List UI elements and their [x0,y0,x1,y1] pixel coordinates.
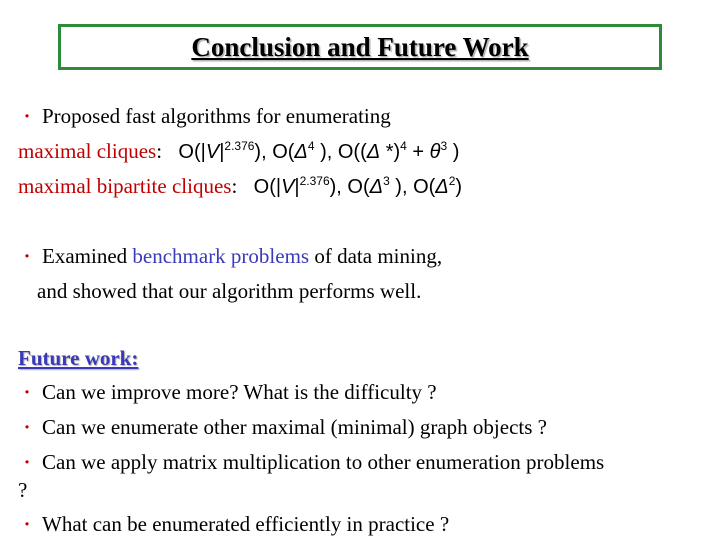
future-item [18,449,604,476]
cliques-colon: : [156,139,163,163]
bipartite-complexity: $O(|V|^{2.376})$, $O(\Delta^3$ ), $O(\Delta^2)$ [242,174,463,198]
future-item-wrap [18,477,27,503]
cliques-label: maximal cliques [18,139,157,163]
page-title: Conclusion and Future Work [191,31,529,62]
cliques-complexity: $O(|V|^{2.376})$, $O(\Delta^4$ ), O((Δ $*)^4 + \theta^3$ ) [167,139,460,163]
examined-line [18,243,442,270]
bullet-marker: ・ [18,107,36,127]
examined-line-2 [37,278,421,304]
future-item [18,511,449,538]
future-item-text: Can we improve more? What is the difficulty ? [42,380,437,404]
examined-highlight: benchmark problems [132,244,310,268]
cliques-line [18,138,459,165]
examined-after: of data mining, [314,244,443,268]
bullet-marker: ・ [18,453,36,473]
future-item-text: Can we enumerate other maximal (minimal) graph objects ? [42,415,547,439]
proposed-line [18,103,391,130]
future-item-wrap-text: ? [18,478,28,502]
future-item [18,414,547,441]
examined-before: Examined [42,244,128,268]
bullet-marker: ・ [18,247,36,267]
bipartite-label: maximal bipartite cliques [18,174,232,198]
future-heading: Future work: [18,346,139,370]
bullet-marker: ・ [18,383,36,403]
bullet-marker: ・ [18,418,36,438]
future-item-text: What can be enumerated efficiently in practice ? [42,512,450,536]
bipartite-colon: : [231,174,238,198]
future-item-text: Can we apply matrix multiplication to other enumeration problems [42,450,605,474]
examined-line-2-text: and showed that our algorithm performs well. [37,279,422,303]
bullet-marker: ・ [18,515,36,535]
future-heading-line [18,345,138,371]
future-item [18,379,437,406]
proposed-intro: Proposed fast algorithms for enumerating [42,104,391,128]
title-box [58,24,662,70]
bipartite-line [18,173,462,200]
